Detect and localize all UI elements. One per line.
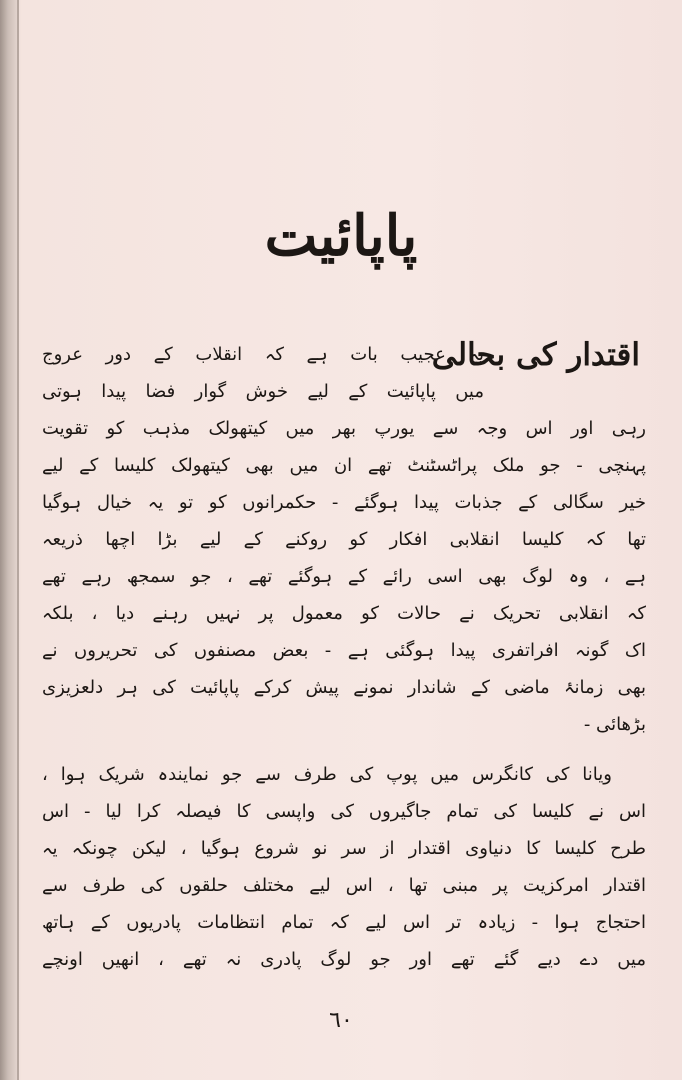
paragraph-one (42, 336, 646, 743)
text-line: میں پاپائیت کے لیے خوش گوار فضا پیدا ہوتی (42, 381, 484, 402)
text-line: تھا کہ کلیسا انقلابی افکار کو روکنے کے لیے بڑا اچھا ذریعہ (42, 529, 646, 550)
text-line: یہ عجیب بات ہے کہ انقلاب کے دور عروج (42, 344, 484, 365)
page-number: ٦٠ (329, 1008, 353, 1033)
side-heading: اقتدار کی بحالی (431, 337, 640, 373)
text-line: کہ انقلابی تحریک نے حالات کو معمول پر نہیں رہنے دیا ، بلکہ (42, 603, 646, 624)
binding-line (17, 0, 19, 1080)
text-line: بھی زمانۂ ماضی کے شاندار نمونے پیش کرکے پاپائیت کی ہر دلعزیزی (42, 677, 646, 698)
text-line: ہے ، وہ لوگ بھی اسی رائے کے ہوگئے تھے ، جو سمجھ رہے تھے (42, 566, 646, 587)
paragraph-two (42, 756, 646, 978)
text-line: اس نے کلیسا کی تمام جاگیروں کی واپسی کا فیصلہ کرا لیا - اس (42, 801, 646, 822)
text-line: بڑھائی - (583, 714, 646, 735)
text-line: میں دے دیے گئے تھے اور جو لوگ پادری نہ تھے ، انھیں اونچے (42, 949, 646, 970)
text-line: طرح کلیسا کا دنیاوی اقتدار از سر نو شروع ہوگیا ، لیکن چونکہ یہ (42, 838, 646, 859)
text-line: خیر سگالی کے جذبات پیدا ہوگئے - حکمرانوں کو تو یہ خیال ہوگیا (42, 492, 646, 513)
text-line: پہنچی - جو ملک پراٹسٹنٹ تھے ان میں بھی کیتھولک کلیسا کے لیے (42, 455, 646, 476)
text-line: ویانا کی کانگرس میں پوپ کی طرف سے جو نمایندہ شریک ہوا ، (42, 764, 612, 785)
text-line: احتجاج ہوا - زیادہ تر اس لیے کہ تمام انتظامات پادریوں کے ہاتھ (42, 912, 646, 933)
text-line: رہی اور اس وجہ سے یورپ بھر میں کیتھولک مذہب کو تقویت (42, 418, 646, 439)
chapter-title: پاپائیت (264, 203, 418, 269)
binding-edge (0, 0, 18, 1080)
text-line: اک گونہ افراتفری پیدا ہوگئی ہے - بعض مصنفوں کی تحریروں نے (42, 640, 646, 661)
text-line: اقتدار امرکزیت پر مبنی تھا ، اس لیے مختلف حلقوں کی طرف سے (42, 875, 646, 896)
